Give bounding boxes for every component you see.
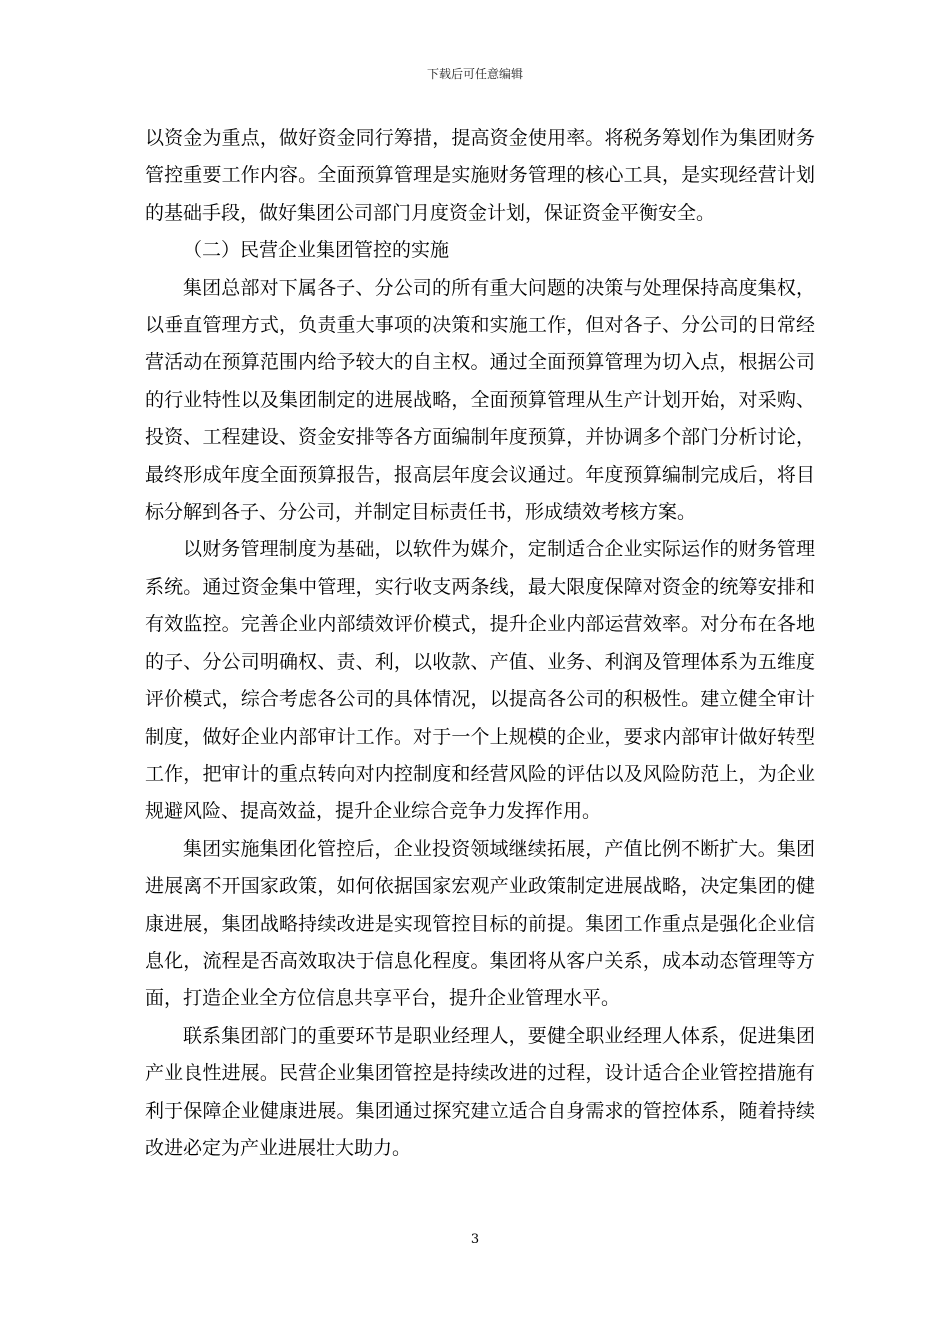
section-heading: （二）民营企业集团管控的实施	[183, 239, 450, 262]
document-body	[145, 120, 815, 1167]
paragraph: 集团总部对下属各子、分公司的所有重大问题的决策与处理保持高度集权，以垂直管理方式，负责重大事项的决策和实施工作，但对各子、分公司的日常经营活动在预算范围内给予较大的自主权。通过全面预算管理为切入点，根据公司的行业特性以及集团制定的进展战略，全面预算管理从生产计划开始，对采购、投资、工程建设、资金安排等各方面编制年度预算，并协调多个部门分析讨论，最终形成年度全面预算报告，报高层年度会议通过。年度预算编制完成后，将目标分解到各子、分公司，并制定目标责任书，形成绩效考核方案。	[145, 276, 815, 524]
paragraph: 以财务管理制度为基础，以软件为媒介，定制适合企业实际运作的财务管理系统。通过资金集中管理，实行收支两条线，最大限度保障对资金的统筹安排和有效监控。完善企业内部绩效评价模式，提升企业内部运营效率。对分布在各地的子、分公司明确权、责、利，以收款、产值、业务、利润及管理体系为五维度评价模式，综合考虑各公司的具体情况，以提高各公司的积极性。建立健全审计制度，做好企业内部审计工作。对于一个上规模的企业，要求内部审计做好转型工作，把审计的重点转向对内控制度和经营风险的评估以及风险防范上，为企业规避风险、提高效益，提升企业综合竞争力发挥作用。	[145, 538, 815, 823]
paragraph-continuation: 以资金为重点，做好资金同行筹措，提高资金使用率。将税务筹划作为集团财务管控重要工作内容。全面预算管理是实施财务管理的核心工具，是实现经营计划的基础手段，做好集团公司部门月度资金计划，保证资金平衡安全。	[145, 127, 815, 224]
paragraph: 联系集团部门的重要环节是职业经理人，要健全职业经理人体系，促进集团产业良性进展。民营企业集团管控是持续改进的过程，设计适合企业管控措施有利于保障企业健康进展。集团通过探究建立适合自身需求的管控体系，随着持续改进必定为产业进展壮大助力。	[145, 1024, 815, 1159]
paragraph: 集团实施集团化管控后，企业投资领域继续拓展，产值比例不断扩大。集团进展离不开国家政策，如何依据国家宏观产业政策制定进展战略，决定集团的健康进展，集团战略持续改进是实现管控目标的前提。集团工作重点是强化企业信息化，流程是否高效取决于信息化程度。集团将从客户关系，成本动态管理等方面，打造企业全方位信息共享平台，提升企业管理水平。	[145, 837, 815, 1010]
page-number: 3	[470, 1232, 480, 1247]
page-header: 下载后可任意编辑	[426, 67, 523, 81]
